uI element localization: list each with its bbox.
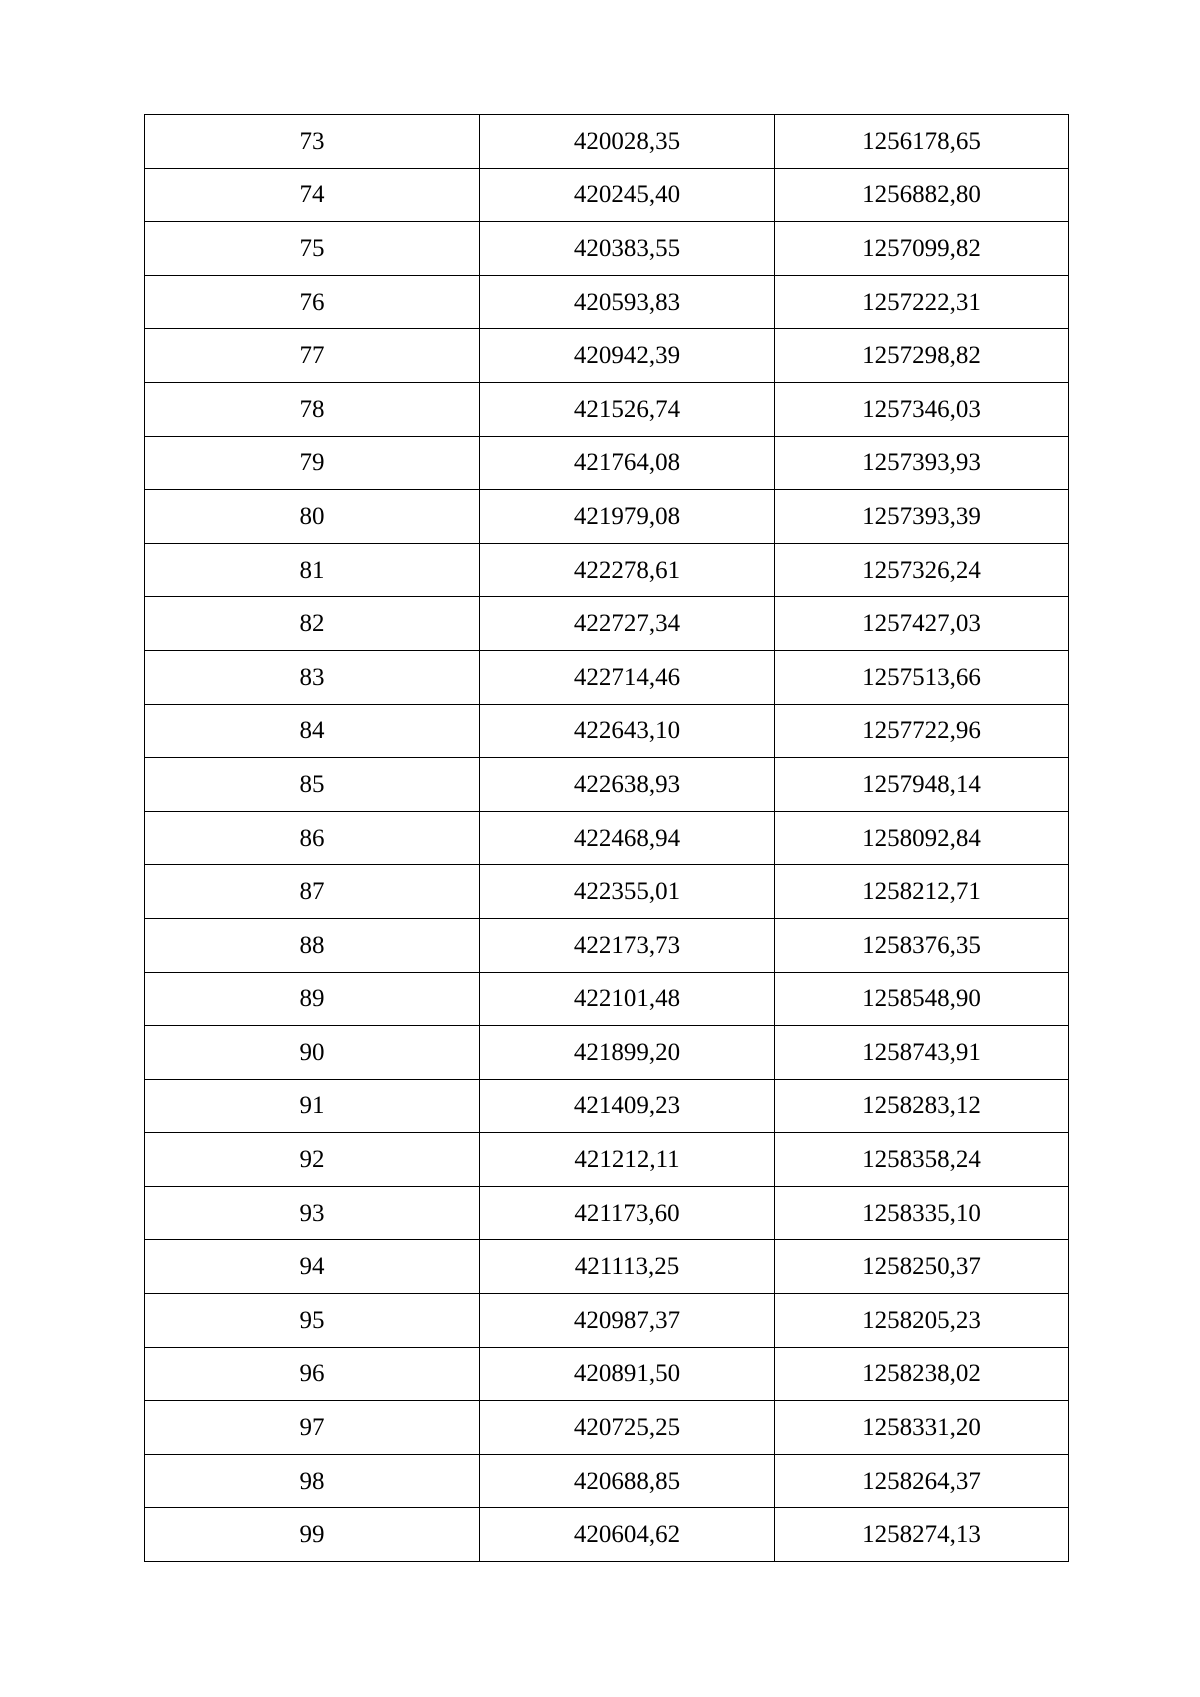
x-coordinate-cell: 421173,60: [480, 1186, 775, 1240]
y-coordinate-cell: 1257099,82: [775, 222, 1069, 276]
table-row: [145, 329, 1069, 383]
table-row: [145, 650, 1069, 704]
point-number-cell: 87: [145, 865, 480, 919]
x-coordinate-cell: 422638,93: [480, 758, 775, 812]
table-row: [145, 382, 1069, 436]
table-row: [145, 972, 1069, 1026]
y-coordinate-cell: 1257427,03: [775, 597, 1069, 651]
table-row: [145, 811, 1069, 865]
point-number-cell: 99: [145, 1508, 480, 1562]
point-number-cell: 73: [145, 115, 480, 169]
y-coordinate-cell: 1257346,03: [775, 382, 1069, 436]
y-coordinate-cell: 1258548,90: [775, 972, 1069, 1026]
point-number-cell: 86: [145, 811, 480, 865]
point-number-cell: 94: [145, 1240, 480, 1294]
x-coordinate-cell: 420942,39: [480, 329, 775, 383]
point-number-cell: 82: [145, 597, 480, 651]
table-row: [145, 1347, 1069, 1401]
y-coordinate-cell: 1258274,13: [775, 1508, 1069, 1562]
x-coordinate-cell: 421113,25: [480, 1240, 775, 1294]
point-number-cell: 78: [145, 382, 480, 436]
point-number-cell: 90: [145, 1026, 480, 1080]
x-coordinate-cell: 420604,62: [480, 1508, 775, 1562]
x-coordinate-cell: 420383,55: [480, 222, 775, 276]
table-row: [145, 1240, 1069, 1294]
x-coordinate-cell: 422355,01: [480, 865, 775, 919]
table-row: [145, 1401, 1069, 1455]
point-number-cell: 89: [145, 972, 480, 1026]
coordinates-table-body: [145, 115, 1069, 1562]
point-number-cell: 83: [145, 650, 480, 704]
table-row: [145, 275, 1069, 329]
y-coordinate-cell: 1257326,24: [775, 543, 1069, 597]
y-coordinate-cell: 1257722,96: [775, 704, 1069, 758]
table-row: [145, 1508, 1069, 1562]
x-coordinate-cell: 422468,94: [480, 811, 775, 865]
table-row: [145, 1079, 1069, 1133]
x-coordinate-cell: 422278,61: [480, 543, 775, 597]
y-coordinate-cell: 1258264,37: [775, 1454, 1069, 1508]
y-coordinate-cell: 1258376,35: [775, 918, 1069, 972]
x-coordinate-cell: 421899,20: [480, 1026, 775, 1080]
table-row: [145, 490, 1069, 544]
x-coordinate-cell: 422643,10: [480, 704, 775, 758]
point-number-cell: 77: [145, 329, 480, 383]
y-coordinate-cell: 1258212,71: [775, 865, 1069, 919]
y-coordinate-cell: 1258205,23: [775, 1294, 1069, 1348]
x-coordinate-cell: 422714,46: [480, 650, 775, 704]
point-number-cell: 80: [145, 490, 480, 544]
y-coordinate-cell: 1257513,66: [775, 650, 1069, 704]
table-row: [145, 597, 1069, 651]
x-coordinate-cell: 421526,74: [480, 382, 775, 436]
y-coordinate-cell: 1256178,65: [775, 115, 1069, 169]
table-row: [145, 1026, 1069, 1080]
x-coordinate-cell: 420688,85: [480, 1454, 775, 1508]
table-row: [145, 865, 1069, 919]
x-coordinate-cell: 421979,08: [480, 490, 775, 544]
table-row: [145, 115, 1069, 169]
point-number-cell: 98: [145, 1454, 480, 1508]
table-row: [145, 758, 1069, 812]
table-row: [145, 704, 1069, 758]
y-coordinate-cell: 1258092,84: [775, 811, 1069, 865]
point-number-cell: 88: [145, 918, 480, 972]
table-row: [145, 1454, 1069, 1508]
y-coordinate-cell: 1257298,82: [775, 329, 1069, 383]
x-coordinate-cell: 422173,73: [480, 918, 775, 972]
y-coordinate-cell: 1257222,31: [775, 275, 1069, 329]
point-number-cell: 79: [145, 436, 480, 490]
point-number-cell: 93: [145, 1186, 480, 1240]
point-number-cell: 76: [145, 275, 480, 329]
table-row: [145, 1294, 1069, 1348]
point-number-cell: 91: [145, 1079, 480, 1133]
point-number-cell: 96: [145, 1347, 480, 1401]
table-row: [145, 918, 1069, 972]
y-coordinate-cell: 1258283,12: [775, 1079, 1069, 1133]
x-coordinate-cell: 420891,50: [480, 1347, 775, 1401]
point-number-cell: 84: [145, 704, 480, 758]
y-coordinate-cell: 1258250,37: [775, 1240, 1069, 1294]
x-coordinate-cell: 421212,11: [480, 1133, 775, 1187]
table-row: [145, 436, 1069, 490]
point-number-cell: 92: [145, 1133, 480, 1187]
point-number-cell: 95: [145, 1294, 480, 1348]
table-row: [145, 222, 1069, 276]
y-coordinate-cell: 1257393,93: [775, 436, 1069, 490]
point-number-cell: 85: [145, 758, 480, 812]
point-number-cell: 97: [145, 1401, 480, 1455]
y-coordinate-cell: 1258743,91: [775, 1026, 1069, 1080]
y-coordinate-cell: 1257948,14: [775, 758, 1069, 812]
point-number-cell: 74: [145, 168, 480, 222]
x-coordinate-cell: 420725,25: [480, 1401, 775, 1455]
y-coordinate-cell: 1258331,20: [775, 1401, 1069, 1455]
table-row: [145, 543, 1069, 597]
y-coordinate-cell: 1258238,02: [775, 1347, 1069, 1401]
table-row: [145, 1133, 1069, 1187]
y-coordinate-cell: 1258358,24: [775, 1133, 1069, 1187]
point-number-cell: 81: [145, 543, 480, 597]
table-row: [145, 168, 1069, 222]
coordinates-table: [144, 114, 1069, 1562]
x-coordinate-cell: 421409,23: [480, 1079, 775, 1133]
x-coordinate-cell: 421764,08: [480, 436, 775, 490]
point-number-cell: 75: [145, 222, 480, 276]
x-coordinate-cell: 420245,40: [480, 168, 775, 222]
x-coordinate-cell: 422727,34: [480, 597, 775, 651]
table-row: [145, 1186, 1069, 1240]
x-coordinate-cell: 422101,48: [480, 972, 775, 1026]
x-coordinate-cell: 420028,35: [480, 115, 775, 169]
y-coordinate-cell: 1257393,39: [775, 490, 1069, 544]
y-coordinate-cell: 1258335,10: [775, 1186, 1069, 1240]
x-coordinate-cell: 420987,37: [480, 1294, 775, 1348]
y-coordinate-cell: 1256882,80: [775, 168, 1069, 222]
x-coordinate-cell: 420593,83: [480, 275, 775, 329]
